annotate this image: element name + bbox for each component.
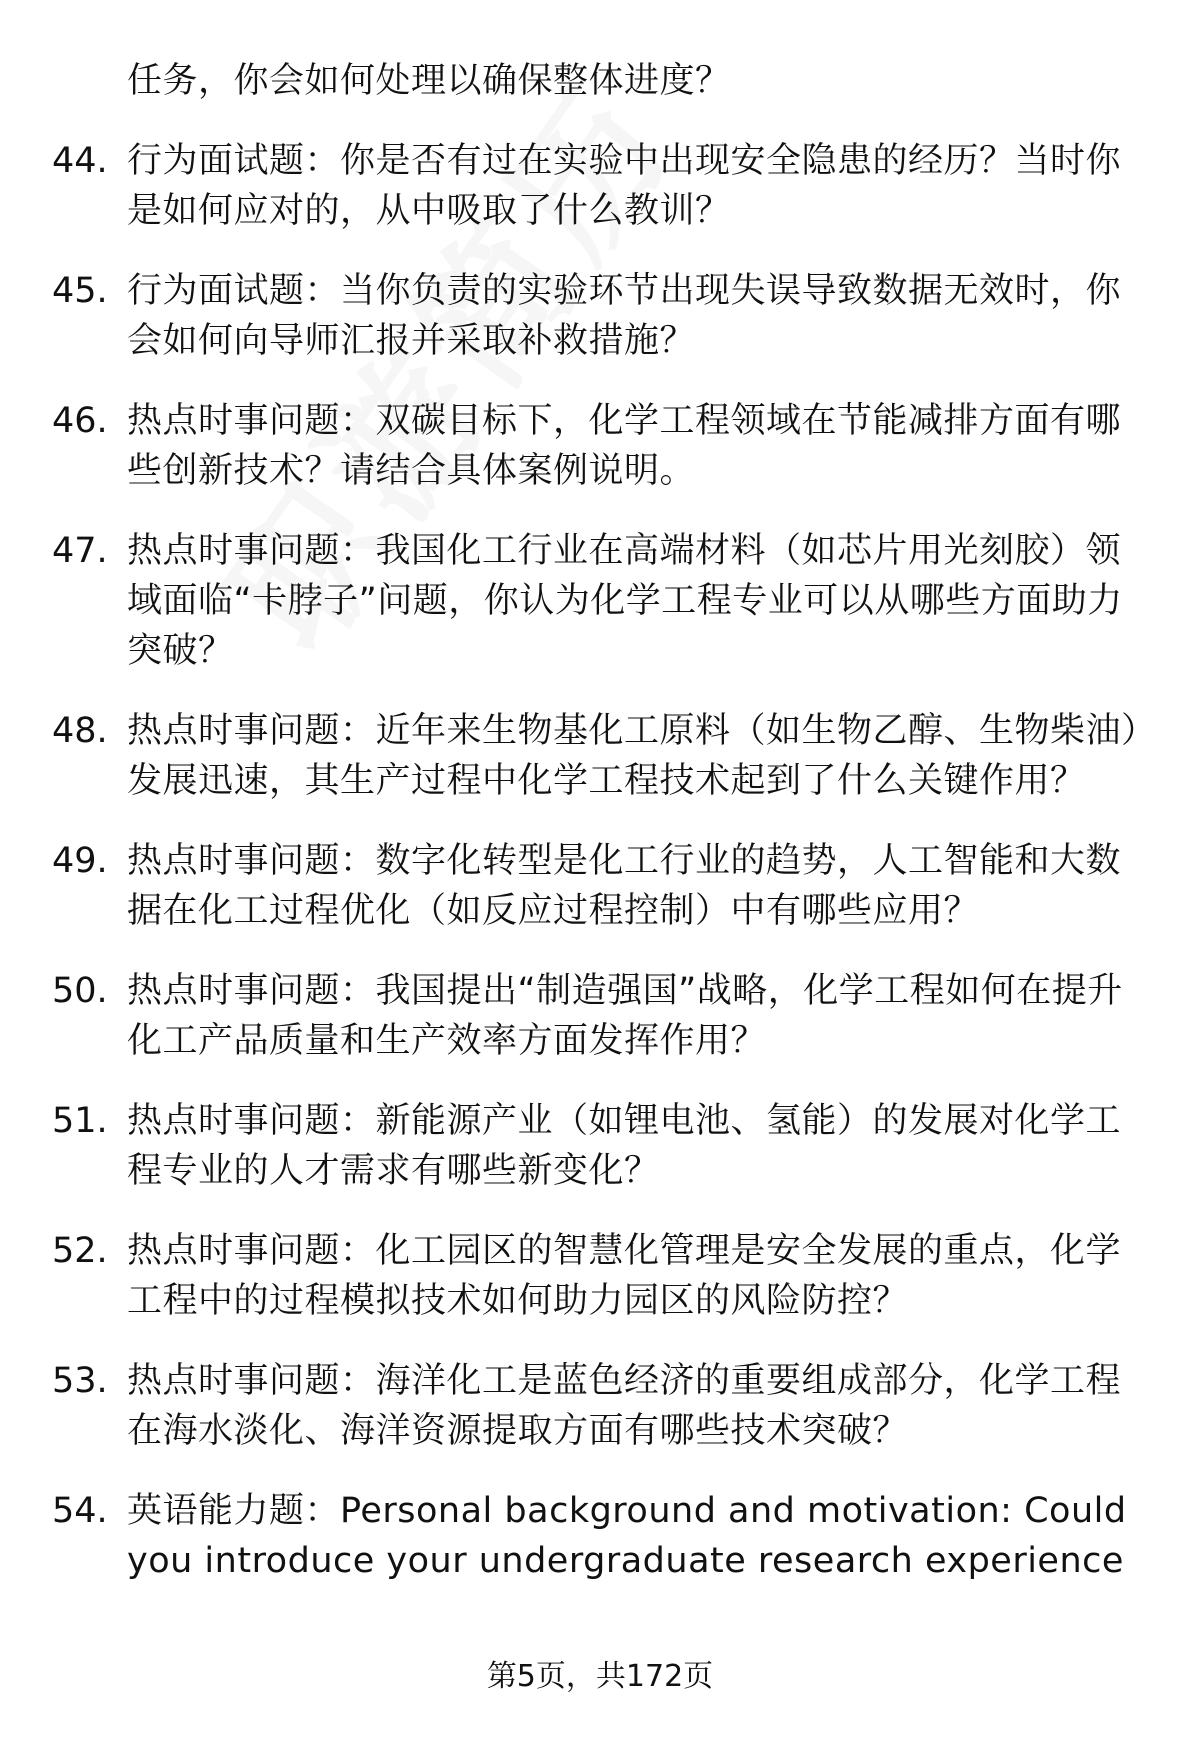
question-text: 热点时事问题：海洋化工是蓝色经济的重要组成部分，化学工程在海水淡化、海洋资源提取方面有哪些技术突破？ (127, 1361, 1122, 1451)
question-text: 行为面试题：你是否有过在实验中出现安全隐患的经历？当时你是如何应对的，从中吸取了什么教训？ (127, 141, 1122, 231)
question-text: 热点时事问题：近年来生物基化工原料（如生物乙醇、生物柴油）发展迅速，其生产过程中化学工程技术起到了什么关键作用？ (127, 711, 1140, 801)
question-number: 47. (52, 531, 108, 571)
question-number: 53. (52, 1361, 108, 1401)
question-item-47 (0, 526, 1200, 676)
question-number: 52. (52, 1231, 108, 1271)
question-number: 51. (52, 1101, 108, 1141)
question-item-48 (0, 706, 1200, 806)
question-number: 44. (52, 141, 108, 181)
question-item-52 (0, 1226, 1200, 1326)
question-text: 热点时事问题：我国提出“制造强国”战略，化学工程如何在提升化工产品质量和生产效率方面发挥作用？ (127, 971, 1123, 1061)
question-number: 50. (52, 971, 108, 1011)
question-item-51 (0, 1096, 1200, 1196)
question-text: 热点时事问题：化工园区的智慧化管理是安全发展的重点，化学工程中的过程模拟技术如何助力园区的风险防控？ (127, 1231, 1122, 1321)
question-number: 45. (52, 271, 108, 311)
question-item-46 (0, 396, 1200, 496)
question-number: 49. (52, 841, 108, 881)
question-text: 热点时事问题：双碳目标下，化学工程领域在节能减排方面有哪些创新技术？请结合具体案例说明。 (127, 401, 1122, 491)
question-item-50 (0, 966, 1200, 1066)
question-text: 热点时事问题：我国化工行业在高端材料（如芯片用光刻胶）领域面临“卡脖子”问题，你认为化学工程专业可以从哪些方面助力突破？ (127, 531, 1123, 671)
question-text: 热点时事问题：新能源产业（如锂电池、氢能）的发展对化学工程专业的人才需求有哪些新变化？ (127, 1101, 1122, 1191)
question-continuation (0, 56, 1200, 106)
question-item-44 (0, 136, 1200, 236)
question-item-49 (0, 836, 1200, 936)
page-footer: 第5页，共172页 (486, 1659, 714, 1694)
question-text: 行为面试题：当你负责的实验环节出现失误导致数据无效时，你会如何向导师汇报并采取补救措施？ (127, 271, 1122, 361)
question-number: 54. (52, 1491, 108, 1531)
question-number: 46. (52, 401, 108, 441)
question-number: 48. (52, 711, 108, 751)
question-text: 任务，你会如何处理以确保整体进度？ (127, 61, 731, 101)
question-item-54 (0, 1486, 1200, 1586)
question-list (0, 56, 1200, 1616)
question-item-53 (0, 1356, 1200, 1456)
question-text: 热点时事问题：数字化转型是化工行业的趋势，人工智能和大数据在化工过程优化（如反应过程控制）中有哪些应用？ (127, 841, 1122, 931)
question-text: 英语能力题：Personal background and motivation: Could you introduce your undergraduate research experience (127, 1491, 1127, 1581)
question-item-45 (0, 266, 1200, 366)
